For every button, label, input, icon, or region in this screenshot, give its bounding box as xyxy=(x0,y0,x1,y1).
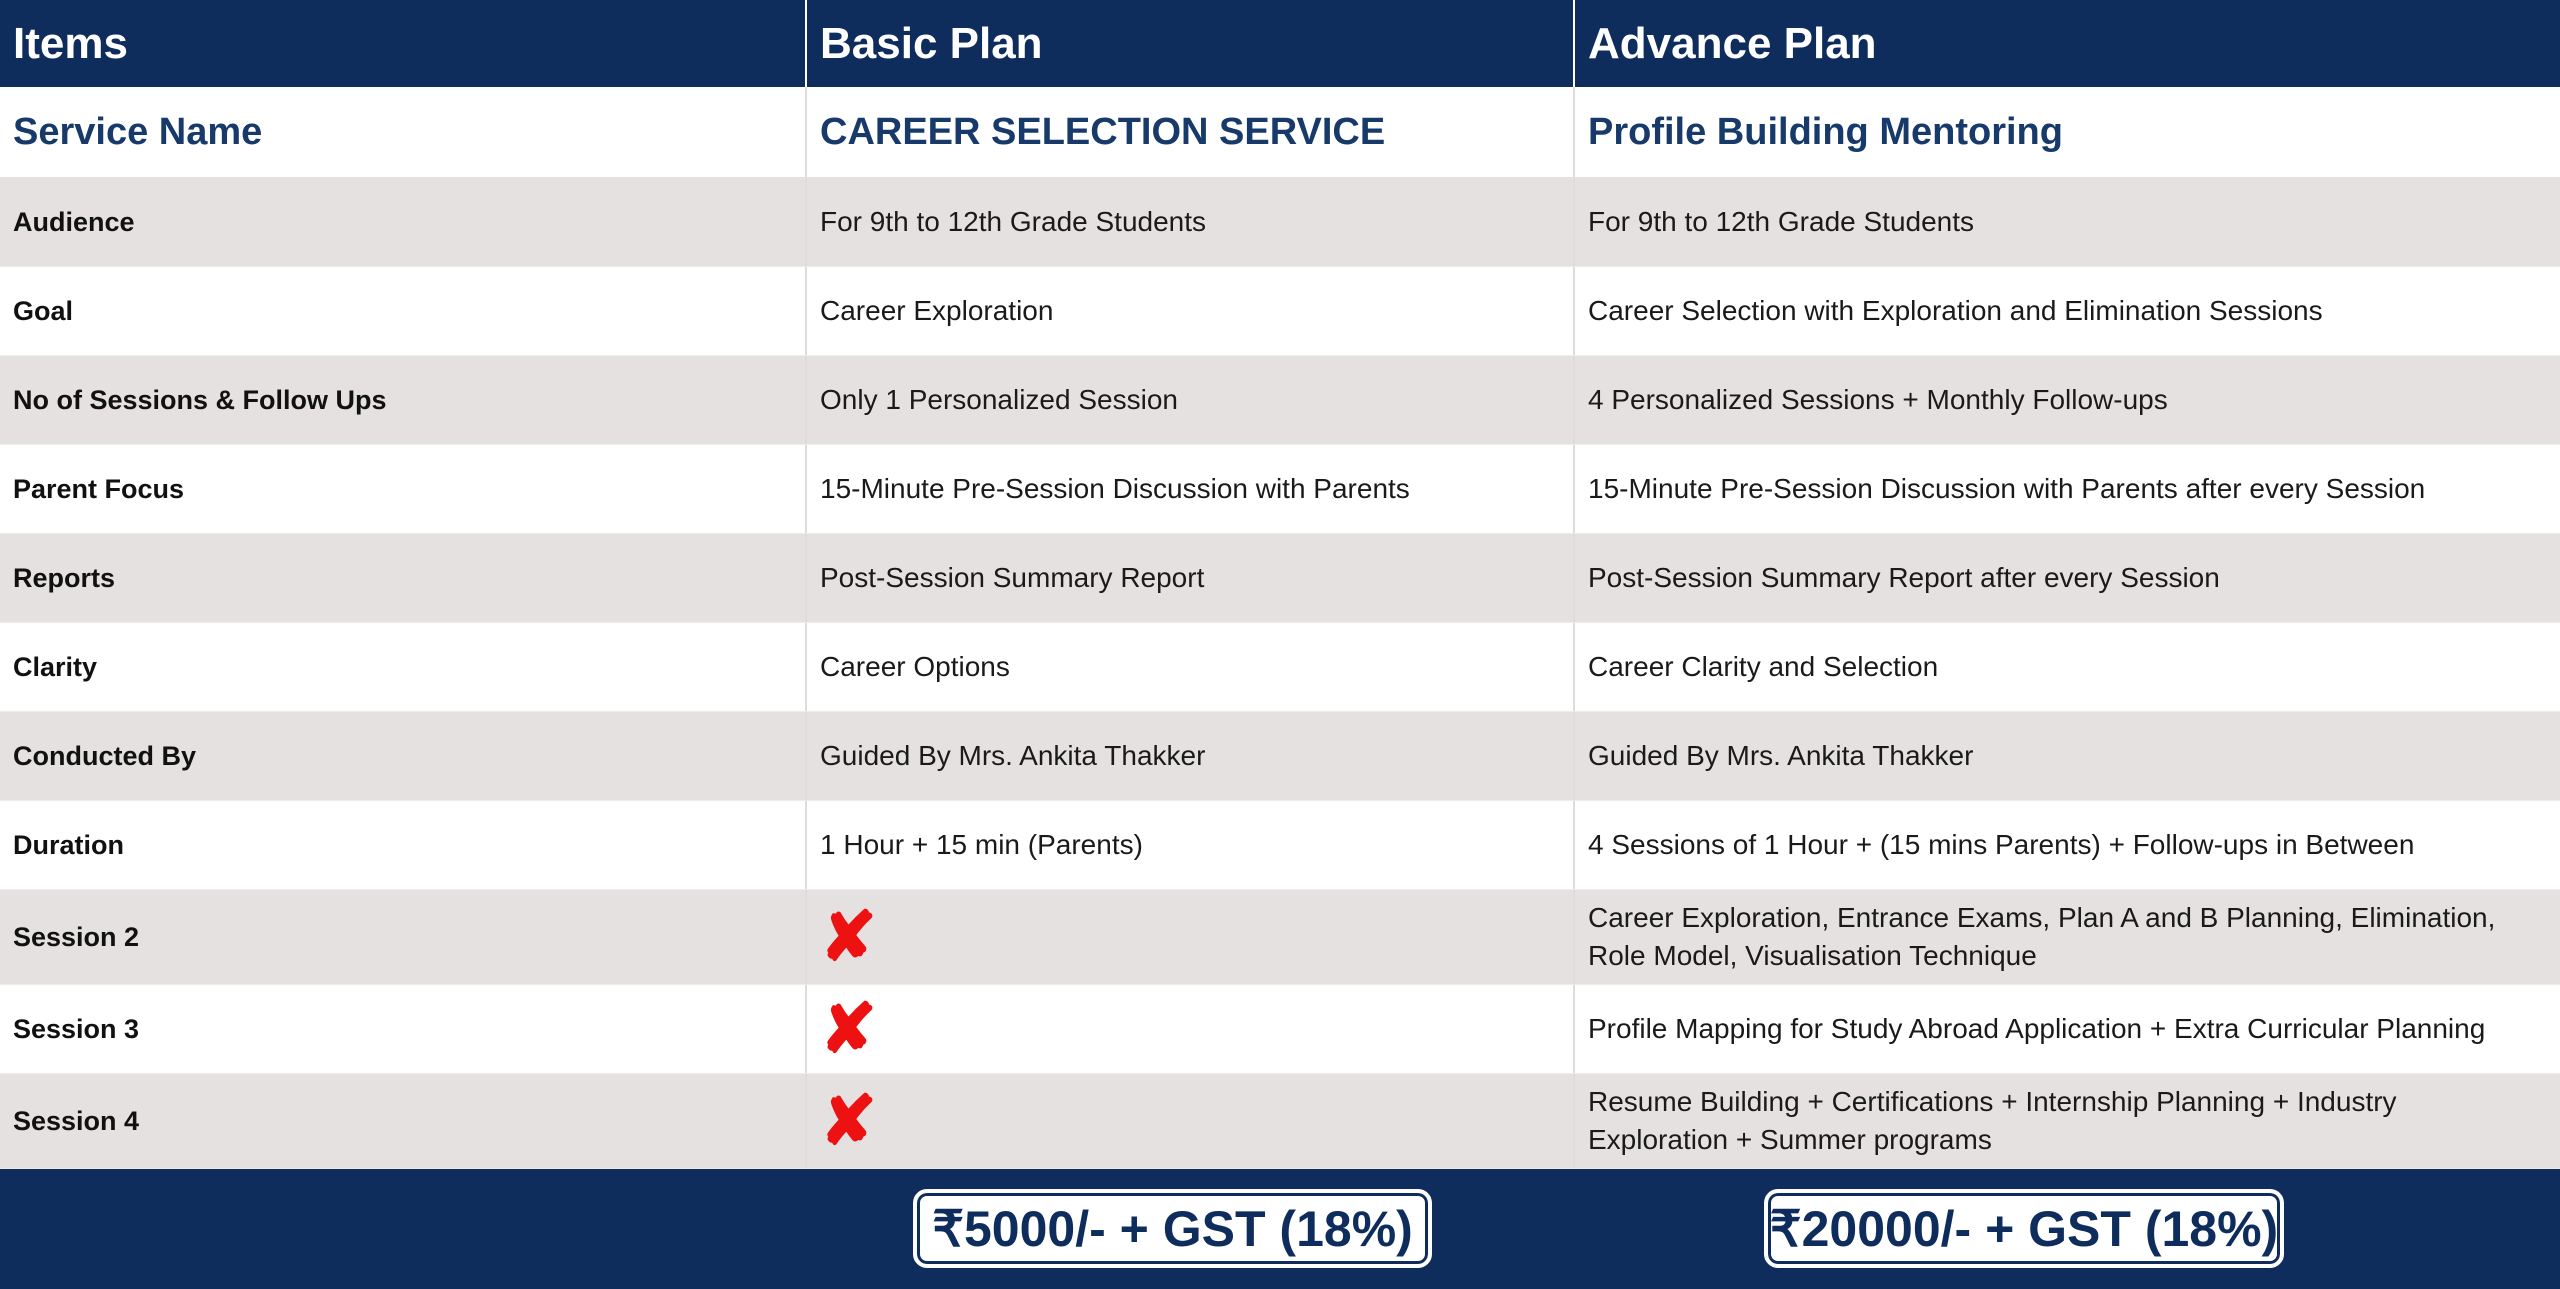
header-advance-plan: Advance Plan xyxy=(1588,18,1877,68)
basic-cell: For 9th to 12th Grade Students xyxy=(807,178,1575,266)
table-row xyxy=(0,267,2560,356)
table-row xyxy=(0,445,2560,534)
advance-cell: 15-Minute Pre-Session Discussion with Parents after every Session xyxy=(1588,473,2426,504)
basic-cell: Post-Session Summary Report xyxy=(807,534,1575,622)
table-row xyxy=(0,890,2560,985)
basic-cell xyxy=(807,985,1575,1073)
service-name-label: Service Name xyxy=(0,87,807,177)
advance-service-name: Profile Building Mentoring xyxy=(1588,110,2063,153)
advance-cell: Career Clarity and Selection xyxy=(1588,651,1939,682)
advance-cell: For 9th to 12th Grade Students xyxy=(1588,206,1975,237)
table-header-row xyxy=(0,0,2560,87)
cross-mark-icon: ✘ xyxy=(820,991,877,1067)
advance-cell: Profile Mapping for Study Abroad Application + Extra Curricular Planning xyxy=(1588,1013,2486,1044)
advance-cell: Guided By Mrs. Ankita Thakker xyxy=(1588,740,1974,771)
basic-cell: Only 1 Personalized Session xyxy=(807,356,1575,444)
table-row xyxy=(0,534,2560,623)
table-row xyxy=(0,623,2560,712)
row-label: Parent Focus xyxy=(0,445,807,533)
row-label: Clarity xyxy=(0,623,807,711)
table-row xyxy=(0,985,2560,1074)
advance-price-badge: ₹20000/- + GST (18%) xyxy=(1764,1189,2284,1268)
advance-cell: 4 Sessions of 1 Hour + (15 mins Parents) + Follow-ups in Between xyxy=(1588,829,2415,860)
row-label: Conducted By xyxy=(0,712,807,800)
table-row xyxy=(0,712,2560,801)
row-label: Session 4 xyxy=(0,1074,807,1168)
advance-cell: Resume Building + Certifications + Internship Planning + Industry Exploration + Summer programs xyxy=(1588,1086,2397,1155)
row-label: Session 2 xyxy=(0,890,807,984)
table-row xyxy=(0,178,2560,267)
basic-price-badge: ₹5000/- + GST (18%) xyxy=(913,1189,1432,1268)
basic-cell: 15-Minute Pre-Session Discussion with Parents xyxy=(807,445,1575,533)
row-label: Audience xyxy=(0,178,807,266)
table-row xyxy=(0,1074,2560,1169)
advance-cell: Career Exploration, Entrance Exams, Plan A and B Planning, Elimination, Role Model, Visualisation Technique xyxy=(1588,902,2496,971)
header-basic-plan: Basic Plan xyxy=(807,0,1575,87)
cross-mark-icon: ✘ xyxy=(820,899,877,975)
cross-mark-icon: ✘ xyxy=(820,1083,877,1159)
advance-cell: Post-Session Summary Report after every Session xyxy=(1588,562,2220,593)
row-label: Reports xyxy=(0,534,807,622)
header-items: Items xyxy=(0,0,807,87)
table-row xyxy=(0,801,2560,890)
row-label: Duration xyxy=(0,801,807,889)
basic-cell: Career Options xyxy=(807,623,1575,711)
row-label: No of Sessions & Follow Ups xyxy=(0,356,807,444)
row-label: Session 3 xyxy=(0,985,807,1073)
row-label: Goal xyxy=(0,267,807,355)
service-name-row xyxy=(0,87,2560,178)
basic-cell: Guided By Mrs. Ankita Thakker xyxy=(807,712,1575,800)
advance-cell: Career Selection with Exploration and Elimination Sessions xyxy=(1588,295,2323,326)
basic-cell: Career Exploration xyxy=(807,267,1575,355)
table-row xyxy=(0,356,2560,445)
basic-cell: 1 Hour + 15 min (Parents) xyxy=(807,801,1575,889)
basic-cell xyxy=(807,890,1575,984)
price-footer xyxy=(0,1170,2560,1289)
advance-cell: 4 Personalized Sessions + Monthly Follow-ups xyxy=(1588,384,2168,415)
basic-service-name: CAREER SELECTION SERVICE xyxy=(807,87,1575,177)
basic-cell xyxy=(807,1074,1575,1168)
